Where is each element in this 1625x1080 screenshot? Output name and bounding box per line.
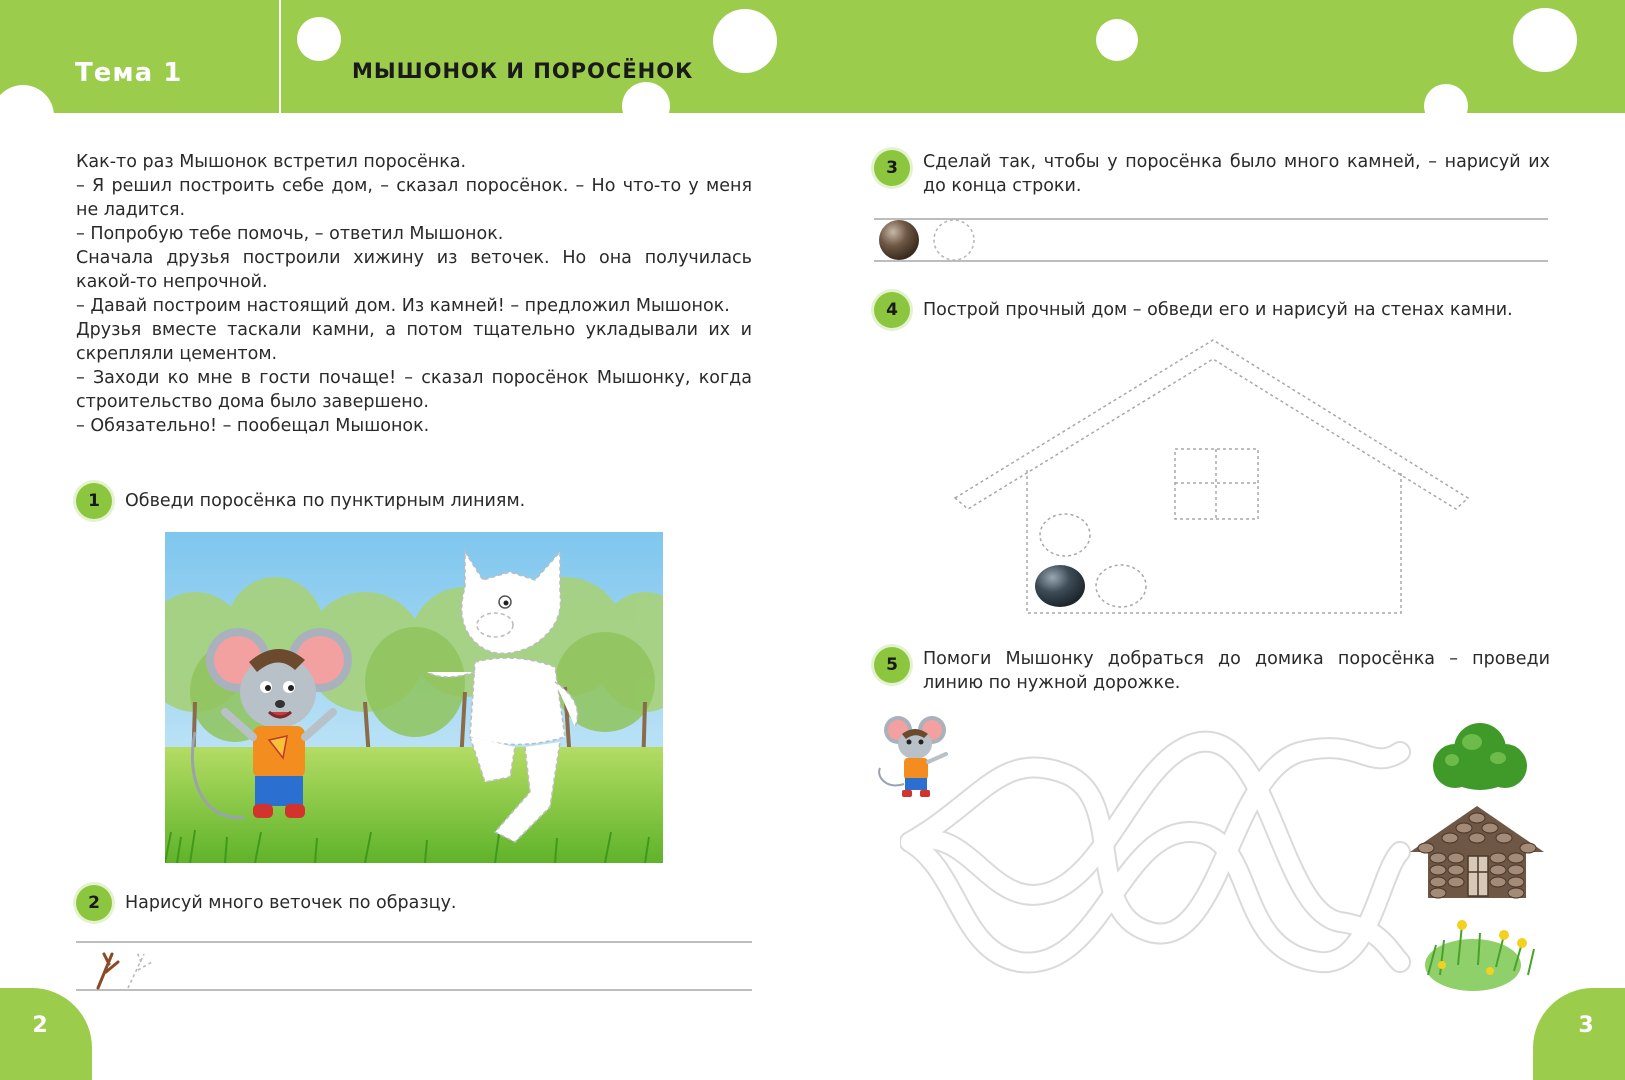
task-3 [874,150,1550,198]
stone-icon [879,220,919,260]
story-line: – Попробую тебе помочь, – ответил Мышонок. [76,224,504,244]
task-4 [874,292,1550,328]
decor-dot [1096,19,1138,61]
twig-sample-icon[interactable] [90,940,170,990]
page-number-right [1533,988,1625,1080]
decor-dot [713,9,777,73]
bush-icon[interactable] [1430,714,1530,794]
task-text: Нарисуй много веточек по образцу. [125,893,457,913]
stone-row[interactable] [874,218,984,262]
header-divider [279,0,281,113]
decor-dot [622,82,670,113]
page-number-text: 3 [1578,1012,1594,1038]
stone-house-icon[interactable] [1406,802,1548,902]
story-line: – Я решил построить себе дом, – сказал поросёнок. – Но что-то у меня не ладится. [76,176,752,220]
decor-dot [1513,8,1577,72]
story-line: – Давай построим настоящий дом. Из камней! – предложил Мышонок. [76,296,730,316]
dotted-house-outline[interactable] [950,333,1470,623]
task-number-badge: 1 [76,483,112,519]
task-text: Обведи поросёнка по пунктирным линиям. [125,491,526,511]
story-line: – Заходи ко мне в гости почаще! – сказал поросёнок Мышонку, когда строительство дома было завершено. [76,368,752,412]
topic-title: МЫШОНОК И ПОРОСЁНОК [352,59,694,83]
stone-placeholder [934,220,974,260]
stone-icon [1035,565,1085,607]
grass-flowers-icon[interactable] [1418,905,1538,995]
story-line: – Обязательно! – пообещал Мышонок. [76,416,430,436]
story-line: Как-то раз Мышонок встретил поросёнка. [76,152,467,172]
task-number-badge: 5 [874,647,910,683]
page-number-left [0,988,92,1080]
story-text [76,150,752,438]
writing-line-top [76,941,752,943]
decor-dot [297,17,341,61]
story-line: Друзья вместе таскали камни, а потом тщательно укладывали их и скрепляли цементом. [76,320,752,364]
task-5 [874,647,1550,695]
task-number-badge: 4 [874,292,910,328]
task-number-badge: 2 [76,885,112,921]
task-text: Построй прочный дом – обведи его и нарисуй на стенах камни. [923,300,1513,320]
task-number-badge: 3 [874,150,910,186]
decor-dot [1424,84,1468,113]
topic-label: Тема 1 [75,58,183,88]
story-line: Сначала друзья построили хижину из веточек. Но она получилась какой-то непрочной. [76,248,752,292]
task-1 [76,483,756,519]
task-2 [76,885,756,921]
tangled-paths-maze[interactable] [900,712,1420,992]
mouse-and-pig-outline-scene [165,532,663,863]
task-text: Помоги Мышонку добраться до домика поросёнка – проведи линию по нужной дорожке. [923,649,1550,693]
task-text: Сделай так, чтобы у поросёнка было много камней, – нарисуй их до конца строки. [923,152,1550,196]
page-number-text: 2 [32,1012,48,1038]
writing-line-bottom [76,989,752,991]
header-bar [0,0,1625,113]
decor-dot [0,85,54,113]
